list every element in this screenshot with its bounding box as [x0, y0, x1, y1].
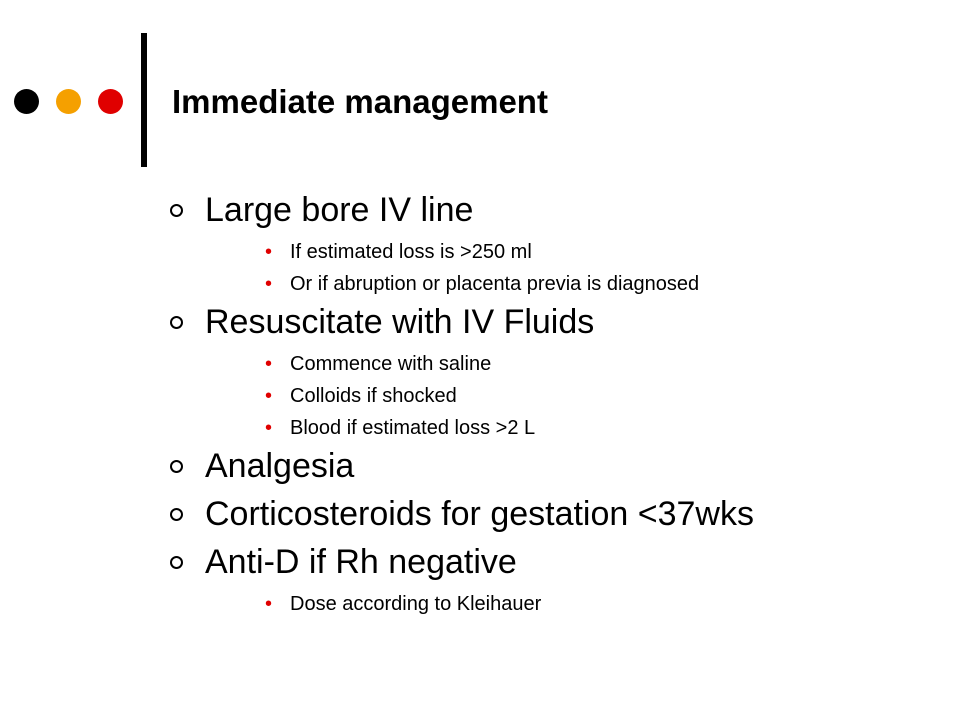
dot-bullet-icon: •	[265, 273, 273, 295]
sub-item	[170, 380, 930, 412]
circle-bullet-icon	[170, 316, 183, 329]
list-item	[170, 188, 930, 236]
list-item	[170, 492, 930, 540]
sub-item	[170, 236, 930, 268]
sub-item	[170, 588, 930, 620]
sub-item-text: If estimated loss is >250 ml	[290, 241, 532, 263]
sub-item	[170, 268, 930, 300]
sub-item-text: Colloids if shocked	[290, 385, 457, 407]
list-item-text: Large bore IV line	[205, 191, 474, 229]
slide-title: Immediate management	[172, 83, 548, 120]
sub-item	[170, 348, 930, 380]
list-item-text: Resuscitate with IV Fluids	[205, 303, 595, 341]
list-item-text: Analgesia	[205, 447, 355, 485]
orange-dot-icon	[56, 89, 81, 114]
circle-bullet-icon	[170, 460, 183, 473]
decorative-dots	[14, 89, 126, 115]
list-item-text: Anti-D if Rh negative	[205, 543, 517, 581]
dot-bullet-icon: •	[265, 353, 273, 375]
title-divider	[141, 33, 147, 167]
dot-bullet-icon: •	[265, 241, 273, 263]
circle-bullet-icon	[170, 508, 183, 521]
sub-item-text: Or if abruption or placenta previa is diagnosed	[290, 273, 700, 295]
dot-bullet-icon: •	[265, 417, 273, 439]
dot-bullet-icon: •	[265, 385, 273, 407]
sub-item	[170, 412, 930, 444]
bullet-list	[170, 188, 930, 620]
sub-item-text: Blood if estimated loss >2 L	[290, 417, 536, 439]
list-item	[170, 300, 930, 348]
sub-item-text: Commence with saline	[290, 353, 492, 375]
circle-bullet-icon	[170, 556, 183, 569]
list-item-text: Corticosteroids for gestation <37wks	[205, 495, 754, 533]
black-dot-icon	[14, 89, 39, 114]
circle-bullet-icon	[170, 204, 183, 217]
list-item	[170, 540, 930, 588]
list-item	[170, 444, 930, 492]
sub-item-text: Dose according to Kleihauer	[290, 593, 542, 615]
red-dot-icon	[98, 89, 123, 114]
dot-bullet-icon: •	[265, 593, 273, 615]
